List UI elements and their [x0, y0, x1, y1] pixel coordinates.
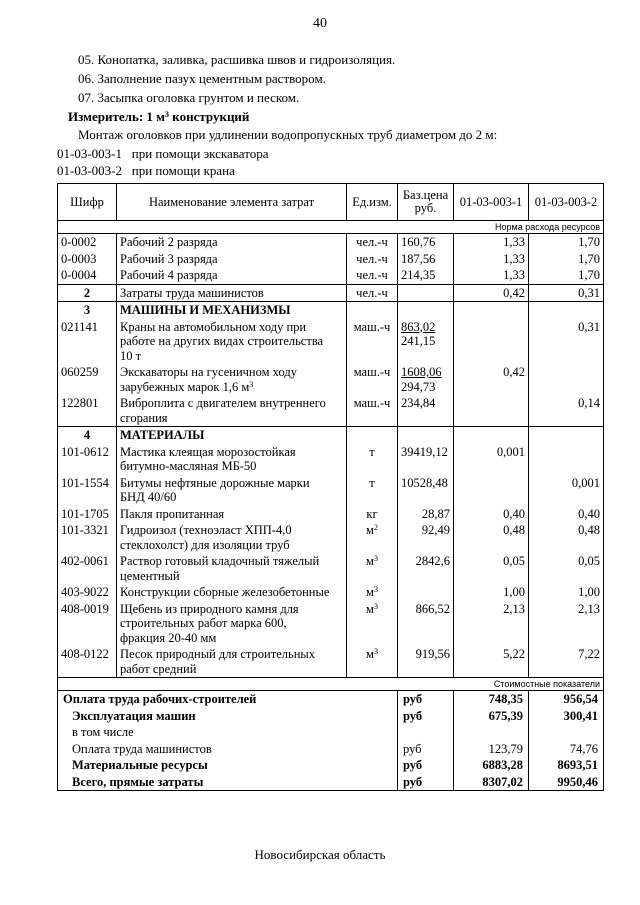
row-v2: 0,40: [529, 506, 604, 523]
variant-1-text: при помощи экскаватора: [131, 146, 269, 161]
row-price: 2842,6: [398, 553, 454, 584]
row-price: 187,56: [398, 251, 454, 268]
empty-cell: [529, 427, 604, 444]
row-v1: [454, 319, 529, 365]
total-name: Оплата труда рабочих-строителей: [58, 691, 398, 708]
row-v2: [529, 444, 604, 475]
empty-cell: [454, 302, 529, 319]
total-unit: [398, 724, 454, 741]
row-unit: маш.-ч: [347, 364, 398, 395]
row-name: Затраты труда машинистов: [117, 284, 347, 302]
row-name-l1: Песок природный для строительных: [120, 647, 316, 661]
row-unit-base: м: [366, 647, 374, 661]
row-unit: чел.-ч: [347, 284, 398, 302]
row-code: 101-3321: [58, 522, 117, 553]
header-name: Наименование элемента затрат: [117, 184, 347, 221]
row-name: Пакля пропитанная: [117, 506, 347, 523]
row-code: 101-1705: [58, 506, 117, 523]
row-unit: чел.-ч: [347, 234, 398, 251]
row-unit: [347, 584, 398, 601]
variant-2: [57, 163, 235, 179]
row-name: [117, 522, 347, 553]
row-code: 0-0003: [58, 251, 117, 268]
cost-label-row: [58, 678, 604, 691]
row-v2: 1,70: [529, 251, 604, 268]
total-row: [58, 741, 604, 758]
row-code: 408-0019: [58, 601, 117, 647]
table-row: [58, 506, 604, 523]
empty-cell: [398, 302, 454, 319]
row-name-l2: сгорания: [120, 410, 168, 425]
table-row: [58, 319, 604, 365]
table-row: [58, 584, 604, 601]
header-code: Шифр: [58, 184, 117, 221]
row-v1: 1,00: [454, 584, 529, 601]
norm-label-row: [58, 221, 604, 234]
row-price: 214,35: [398, 267, 454, 284]
variant-1: [57, 146, 268, 162]
row-v2: [529, 364, 604, 395]
total-v2: [529, 724, 604, 741]
table-row: [58, 601, 604, 647]
total-unit: руб: [398, 708, 454, 725]
header-col1: 01-03-003-1: [454, 184, 529, 221]
total-name: Эксплуатация машин: [58, 708, 398, 725]
total-v1: 748,35: [454, 691, 529, 708]
row-price: 919,56: [398, 646, 454, 678]
row-code: 408-0122: [58, 646, 117, 678]
measure-rest: конструкций: [169, 109, 250, 124]
row-price: 92,49: [398, 522, 454, 553]
section-title: МАШИНЫ И МЕХАНИЗМЫ: [117, 302, 347, 319]
row-name-l1: Мастика клеящая морозостойкая: [120, 444, 296, 459]
empty-cell: [347, 302, 398, 319]
row-unit: [347, 522, 398, 553]
row-unit: маш.-ч: [347, 319, 398, 365]
row-name-l2: битумно-масляная МБ-50: [120, 459, 257, 473]
measure-label: Измеритель: 1 м: [68, 109, 166, 124]
row-name-sup: 3: [249, 379, 254, 389]
materials-section-row: [58, 427, 604, 444]
table-row: [58, 251, 604, 268]
machinist-row: [58, 284, 604, 302]
section-code: 4: [58, 427, 117, 444]
row-price: [398, 284, 454, 302]
total-row: [58, 757, 604, 774]
row-v2: 2,13: [529, 601, 604, 647]
table-row: [58, 646, 604, 678]
total-row: [58, 724, 604, 741]
table-header: [58, 184, 604, 221]
row-name-l1: Виброплита с двигателем внутреннего: [120, 396, 326, 410]
variant-2-text: при помощи крана: [131, 163, 235, 178]
row-name-l3: фракция 20-40 мм: [120, 630, 217, 645]
row-v2: 1,70: [529, 234, 604, 251]
row-unit-sup: 3: [373, 601, 378, 611]
table-row: [58, 522, 604, 553]
total-unit: руб: [398, 691, 454, 708]
row-unit: [347, 646, 398, 678]
row-name: [117, 646, 347, 678]
total-unit: руб: [398, 774, 454, 791]
cost-label: Стоимостные показатели: [58, 678, 604, 691]
page-footer: Новосибирская область: [254, 847, 386, 862]
row-unit: чел.-ч: [347, 267, 398, 284]
total-name: Оплата труда машинистов: [58, 741, 398, 758]
row-price: [398, 364, 454, 395]
row-name: Конструкции сборные железобетонные: [117, 584, 347, 601]
row-unit-sup: 3: [373, 647, 378, 656]
row-price: 39419,12: [398, 444, 454, 475]
row-code: 0-0002: [58, 234, 117, 251]
row-name-l2: цементный: [120, 568, 180, 583]
machines-section-row: [58, 302, 604, 319]
row-name-l1: Раствор готовый кладочный тяжелый: [120, 554, 320, 568]
table-row: [58, 267, 604, 284]
total-name: Всего, прямые затраты: [58, 774, 398, 791]
measure-line: [68, 109, 249, 125]
table-row: [58, 234, 604, 251]
row-name: [117, 601, 347, 647]
intro-line-1: 05. Конопатка, заливка, расшивка швов и гидроизоляция.: [78, 52, 396, 67]
row-unit: т: [347, 444, 398, 475]
row-name: Рабочий 2 разряда: [117, 234, 347, 251]
total-v1: 675,39: [454, 708, 529, 725]
row-v1: [454, 475, 529, 506]
row-code: 403-9022: [58, 584, 117, 601]
row-v1: 0,40: [454, 506, 529, 523]
total-v1: 123,79: [454, 741, 529, 758]
row-unit-sup: 3: [373, 585, 378, 594]
row-price: 866,52: [398, 601, 454, 647]
total-v2: 956,54: [529, 691, 604, 708]
row-name-l1: Краны на автомобильном ходу при: [120, 319, 307, 334]
row-name: [117, 553, 347, 584]
row-name-l1: Экскаваторы на гусеничном ходу: [120, 365, 297, 379]
row-v2: 0,48: [529, 522, 604, 553]
row-code: 2: [58, 284, 117, 302]
section-title: МАТЕРИАЛЫ: [117, 427, 347, 444]
row-v1: 0,42: [454, 284, 529, 302]
row-code: 402-0061: [58, 553, 117, 584]
total-v1: 6883,28: [454, 757, 529, 774]
row-unit-sup: 2: [373, 523, 378, 532]
table-row: [58, 395, 604, 427]
header-col2: 01-03-003-2: [529, 184, 604, 221]
row-name-l2: строительных работ марка 600,: [120, 616, 287, 630]
row-unit: кг: [347, 506, 398, 523]
row-name-l1: Щебень из природного камня для: [120, 601, 299, 616]
row-name: [117, 444, 347, 475]
row-code: 060259: [58, 364, 117, 395]
row-unit: т: [347, 475, 398, 506]
variant-2-code: 01-03-003-2: [57, 163, 122, 178]
row-v2: 0,14: [529, 395, 604, 427]
table-row: [58, 553, 604, 584]
row-price-1: 1608,06: [401, 365, 442, 379]
header-price: [398, 184, 454, 221]
section-code: 3: [58, 302, 117, 319]
row-v2: 0,31: [529, 319, 604, 365]
row-v2: 0,001: [529, 475, 604, 506]
row-name-l2: работ средний: [120, 661, 197, 676]
total-v1: [454, 724, 529, 741]
row-name: [117, 319, 347, 365]
row-name-l1: Гидроизол (техноэласт ХПП-4,0: [120, 523, 292, 537]
empty-cell: [347, 427, 398, 444]
row-code: 101-0612: [58, 444, 117, 475]
total-v1: 8307,02: [454, 774, 529, 791]
row-unit: [347, 601, 398, 647]
row-name-l2: стеклохолст) для изоляции труб: [120, 537, 290, 552]
row-name-l3: 10 т: [120, 348, 142, 363]
row-v2: 0,31: [529, 284, 604, 302]
total-row: [58, 774, 604, 791]
row-price-2: 241,15: [401, 334, 436, 348]
table-row: [58, 364, 604, 395]
row-name-l2: работе на других видах строительства: [120, 334, 324, 348]
row-price: [398, 319, 454, 365]
row-price-1: 863,02: [401, 319, 436, 334]
row-v1: 1,33: [454, 267, 529, 284]
row-v1: 0,05: [454, 553, 529, 584]
row-name-l1: Битумы нефтяные дорожные марки: [120, 475, 310, 490]
row-price: 234,84: [398, 395, 454, 427]
total-v2: 300,41: [529, 708, 604, 725]
row-unit-base: м: [366, 554, 374, 568]
page-number: 40: [313, 16, 327, 31]
row-code: 122801: [58, 395, 117, 427]
total-name: Материальные ресурсы: [58, 757, 398, 774]
row-name: [117, 364, 347, 395]
resource-table: [57, 183, 604, 791]
total-unit: руб: [398, 757, 454, 774]
row-price-2: 294,73: [401, 379, 436, 394]
row-v1: 1,33: [454, 234, 529, 251]
row-v1: 0,48: [454, 522, 529, 553]
row-unit-base: м: [366, 601, 374, 616]
row-v2: 0,05: [529, 553, 604, 584]
variant-1-code: 01-03-003-1: [57, 146, 122, 161]
table-row: [58, 475, 604, 506]
row-unit-sup: 3: [373, 554, 378, 563]
row-v2: 1,70: [529, 267, 604, 284]
row-code: 0-0004: [58, 267, 117, 284]
total-unit: руб: [398, 741, 454, 758]
row-unit: чел.-ч: [347, 251, 398, 268]
row-v1: 0,001: [454, 444, 529, 475]
header-unit: Ед.изм.: [347, 184, 398, 221]
row-v1: 0,42: [454, 364, 529, 395]
row-unit: [347, 553, 398, 584]
total-name: в том числе: [58, 724, 398, 741]
row-unit: маш.-ч: [347, 395, 398, 427]
row-name-l2: БНД 40/60: [120, 490, 177, 504]
row-v1: [454, 395, 529, 427]
row-v1: 5,22: [454, 646, 529, 678]
header-price-l2: руб.: [414, 201, 437, 215]
row-unit-base: м: [366, 585, 374, 599]
total-v2: 74,76: [529, 741, 604, 758]
row-name: [117, 475, 347, 506]
total-row: [58, 708, 604, 725]
row-v1: 2,13: [454, 601, 529, 647]
row-price: [398, 584, 454, 601]
intro-line-3: 07. Засыпка оголовка грунтом и песком.: [78, 90, 300, 105]
row-v2: 7,22: [529, 646, 604, 678]
row-unit-base: м: [366, 523, 374, 537]
row-name-l2: зарубежных марок 1,6 м: [120, 379, 250, 394]
table-row: [58, 444, 604, 475]
row-name: Рабочий 4 разряда: [117, 267, 347, 284]
row-code: 021141: [58, 319, 117, 365]
total-v2: 8693,51: [529, 757, 604, 774]
total-v2: 9950,46: [529, 774, 604, 791]
subtitle: Монтаж оголовков при удлинении водопропускных труб диаметром до 2 м:: [78, 127, 498, 142]
empty-cell: [398, 427, 454, 444]
intro-line-2: 06. Заполнение пазух цементным раствором.: [78, 71, 326, 86]
row-v2: 1,00: [529, 584, 604, 601]
measure-sup: 3: [165, 110, 170, 119]
row-price: 160,76: [398, 234, 454, 251]
row-code: 101-1554: [58, 475, 117, 506]
row-name: [117, 395, 347, 427]
header-price-l1: Баз.цена: [402, 188, 449, 202]
norm-label: Норма расхода ресурсов: [58, 221, 604, 234]
total-row: [58, 691, 604, 708]
row-v1: 1,33: [454, 251, 529, 268]
empty-cell: [529, 302, 604, 319]
row-name: Рабочий 3 разряда: [117, 251, 347, 268]
row-price: 10528,48: [398, 475, 454, 506]
empty-cell: [454, 427, 529, 444]
row-price: 28,87: [398, 506, 454, 523]
